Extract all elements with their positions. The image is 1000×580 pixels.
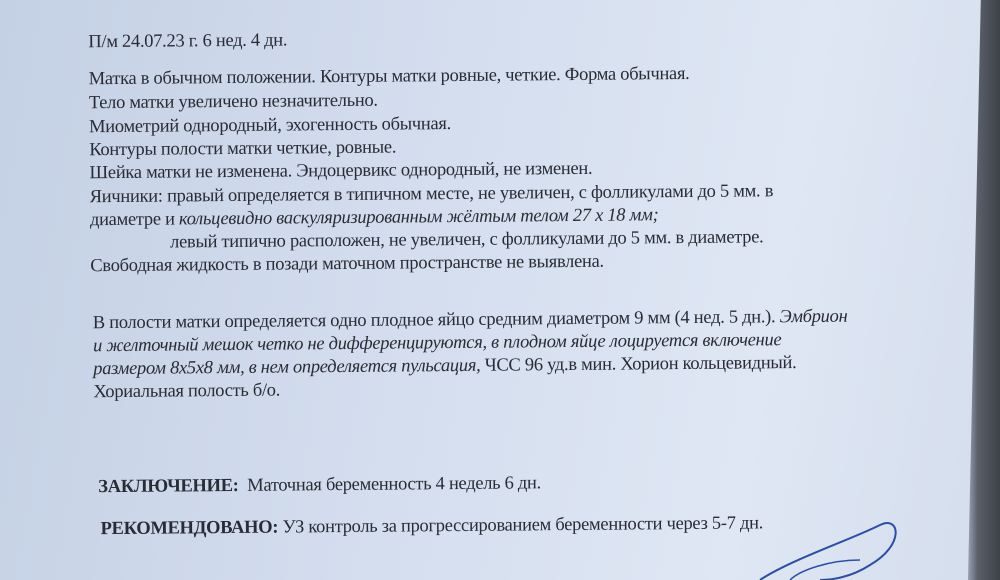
text: В полости матки определяется одно плодное яйцо средним диаметром 9 мм (4 нед. 5 дн.).: [92, 307, 780, 334]
finding-line: Шейка матки не изменена. Эндоцервикс однородный, не изменен.: [89, 158, 593, 184]
recommendation-label: РЕКОМЕНДОВАНО:: [100, 517, 279, 540]
conclusion-label: ЗАКЛЮЧЕНИЕ:: [98, 475, 239, 498]
finding-line: Тело матки увеличено незначительно.: [88, 90, 378, 114]
text: ЧСС 96 уд.в мин. Хорион кольцевидный.: [480, 353, 797, 376]
exam-date: П/м 24.07.23 г. 6 нед. 4 дн.: [88, 30, 288, 53]
finding-line: Свободная жидкость в позади маточном пространстве не выявлена.: [90, 251, 604, 277]
conclusion-text: Маточная беременность 4 недель 6 дн.: [247, 473, 541, 496]
finding-line: Миометрий однородный, эхогенность обычная.: [89, 114, 451, 138]
finding-line: Матка в обычном положении. Контуры матки ровные, четкие. Форма обычная.: [88, 63, 690, 90]
recommendation-text: УЗ контроль за прогрессированием беременности через 5-7 дн.: [282, 513, 764, 538]
italic-text: Эмбрион: [779, 306, 848, 328]
text: диаметре и: [89, 209, 180, 231]
finding-line: левый типично расположен, не увеличен, с фолликулами до 5 мм. в диаметре.: [170, 227, 764, 253]
finding-line: Яичники: правый определяется в типичном месте, не увеличен, с фолликулами до 5 мм. в: [89, 181, 774, 208]
finding-line: Контуры полости матки четкие, ровные.: [89, 137, 397, 161]
italic-text: размером 8х5х8 мм, в нем определяется пульсация,: [93, 355, 481, 380]
cavity-line: и желточный мешок четко не дифференцируются, в плодном яйце лоцируется включение: [92, 330, 782, 357]
cavity-line: Хориальная полость б/о.: [93, 380, 281, 403]
italic-text: кольцевидно васкуляризированным жёлтым телом 27 х 18 мм;: [178, 205, 659, 230]
